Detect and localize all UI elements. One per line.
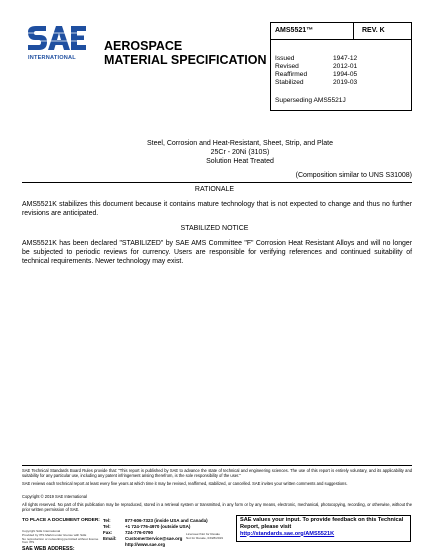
subject-line-3: Solution Heat Treated (206, 158, 274, 165)
review-text: SAE reviews each technical report at least every five years at which time it may be revised, reaffirmed, stabilized, or cancelled. SAE invites your written comments and suggestions. (22, 481, 348, 486)
subject-line-4: (Composition similar to UNS S31008) (295, 172, 412, 179)
stabilized-heading: STABILIZED NOTICE (180, 225, 249, 232)
feedback-text (240, 517, 410, 537)
title-line-2: MATERIAL SPECIFICATION (104, 53, 267, 67)
date-value: 1994-05 (333, 71, 358, 79)
stabilized-text: AMS5521K has been declared "STABILIZED" by SAE AMS Committee "F" Corrosion Heat Resistant Alloys and will no longer be subjected to periodic reviews for currency. Users are responsible for verifying references and continued suitability of technical requirements. Newer technology may exist. (22, 240, 412, 265)
rights-text: All rights reserved. No part of this publication may be reproduced, stored in a retrieval system or transmitted, in any form or by any means, electronic, mechanical, photocopying, recording, or otherwise, without the prior written permission of SAE. (22, 502, 412, 513)
order-label: TO PLACE A DOCUMENT ORDER: (22, 518, 100, 523)
date-label: Stabilized (275, 79, 304, 87)
date-label: Issued (275, 55, 295, 62)
date-list (275, 55, 357, 87)
rationale-heading: RATIONALE (194, 186, 235, 193)
logo-subtext: INTERNATIONAL (28, 55, 76, 61)
tiny-provider-note (22, 530, 102, 545)
tiny-provided: Provided by IHS Markit under license with SAE (22, 532, 87, 537)
subject-block (110, 139, 370, 166)
date-row (275, 71, 357, 79)
tiny-licensee-note (186, 533, 236, 541)
date-label: Reaffirmed (275, 71, 308, 79)
date-value: 2012-01 (333, 63, 358, 71)
web-address-label: SAE WEB ADDRESS: (22, 546, 75, 552)
tiny-no-repro: No reproduction or networking permitted without license from IHS (22, 536, 99, 545)
date-row (275, 55, 357, 63)
date-row (275, 79, 357, 87)
copyright-text: Copyright © 2019 SAE International (22, 494, 87, 499)
subject-line-1: Steel, Corrosion and Heat-Resistant, Sheet, Strip, and Plate (147, 140, 333, 147)
document-title (104, 39, 267, 67)
sae-website-link: http://www.sae.org (125, 541, 166, 547)
doc-number: AMS5521™ (275, 27, 314, 34)
date-label: Revised (275, 63, 299, 71)
tiny-copyright: Copyright SAE International (22, 529, 61, 533)
tiny-licensee: Licensee=Not for Resale (186, 532, 220, 536)
feedback-message: SAE values your input. To provide feedback on this Technical Report, please visit (240, 517, 404, 530)
order-row: Fax: 724-776-0790 (103, 529, 154, 535)
feedback-link[interactable]: http://standards.sae.org/AMS5521K (240, 530, 335, 537)
divider-rule (22, 182, 412, 183)
header-divider (353, 22, 354, 39)
revision-label: REV. K (362, 27, 385, 34)
footer-rule (22, 465, 412, 466)
subject-line-2: 25Cr - 20Ni (310S) (210, 149, 270, 156)
date-value: 2019-03 (333, 79, 358, 87)
rules-text: SAE Technical Standards Board Rules provide that: "This report is published by SAE to advance the state of technical and engineering sciences. The use of this report is entirely voluntary, and its applicability and suitability for any particular use, including any patent infringement arising therefrom, is the sole responsibility of the user." (22, 468, 412, 479)
date-value: 1947-12 (333, 55, 358, 62)
order-row: Tel: +1 724-776-4970 (outside USA) (103, 523, 191, 529)
date-row (275, 63, 357, 71)
superseding-note: Superseding AMS5521J (275, 97, 346, 104)
order-row[interactable] (103, 542, 208, 548)
rationale-text: AMS5521K stabilizes this document because it contains mature technology that is not expected to change and thus no further revisions are anticipated. (22, 201, 412, 217)
title-line-1: AEROSPACE (104, 39, 183, 53)
tiny-resale: Not for Resale, 03/28/2019 (186, 535, 223, 540)
header-divider-h (270, 39, 412, 40)
order-row: Email: CustomerService@sae.org (103, 535, 183, 541)
order-row: Tel: 877-606-7323 (inside USA and Canada) (103, 518, 208, 523)
